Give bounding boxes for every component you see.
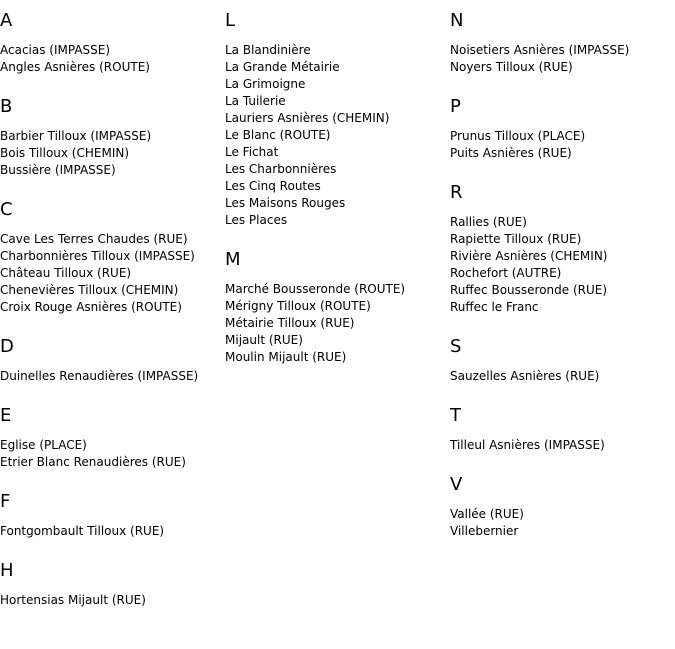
street-list: [0, 368, 225, 385]
letter-section-n: [450, 10, 675, 76]
street-item[interactable]: Les Places: [225, 213, 288, 227]
street-item[interactable]: Mérigny Tilloux (ROUTE): [225, 299, 371, 313]
street-list: [0, 523, 225, 540]
street-list: [450, 437, 675, 454]
letter-section-h: [0, 560, 225, 609]
street-item[interactable]: Rivière Asnières (CHEMIN): [450, 249, 608, 263]
street-item[interactable]: Rochefort (AUTRE): [450, 266, 562, 280]
street-column-3: [450, 10, 675, 540]
street-item[interactable]: Hortensias Mijault (RUE): [0, 593, 146, 607]
letter-section-f: [0, 491, 225, 540]
street-list: [450, 42, 675, 76]
street-item[interactable]: Charbonnières Tilloux (IMPASSE): [0, 249, 195, 263]
street-item[interactable]: Fontgombault Tilloux (RUE): [0, 524, 165, 538]
street-item[interactable]: Puits Asnières (RUE): [450, 146, 572, 160]
street-item[interactable]: Noyers Tilloux (RUE): [450, 60, 573, 74]
street-item[interactable]: Duinelles Renaudières (IMPASSE): [0, 369, 199, 383]
letter-section-e: [0, 405, 225, 471]
street-item[interactable]: Barbier Tilloux (IMPASSE): [0, 129, 152, 143]
street-item[interactable]: Etrier Blanc Renaudières (RUE): [0, 455, 186, 469]
letter-section-a: [0, 10, 225, 76]
letter-heading: R: [450, 182, 463, 203]
letter-section-v: [450, 474, 675, 540]
street-item[interactable]: La Grande Métairie: [225, 60, 340, 74]
street-item[interactable]: Chenevières Tilloux (CHEMIN): [0, 283, 179, 297]
letter-section-c: [0, 199, 225, 316]
street-list: [0, 437, 225, 471]
street-list: [0, 592, 225, 609]
street-item[interactable]: Vallée (RUE): [450, 507, 524, 521]
street-item[interactable]: Rapiette Tilloux (RUE): [450, 232, 582, 246]
street-column-1: [0, 10, 225, 609]
street-item[interactable]: Ruffec Bousseronde (RUE): [450, 283, 608, 297]
street-list: [0, 42, 225, 76]
letter-heading: C: [0, 199, 13, 220]
street-item[interactable]: La Tuilerie: [225, 94, 286, 108]
street-item[interactable]: Rallies (RUE): [450, 215, 527, 229]
street-item[interactable]: Cave Les Terres Chaudes (RUE): [0, 232, 188, 246]
street-list: [0, 128, 225, 179]
letter-section-d: [0, 336, 225, 385]
street-column-2: [225, 10, 450, 366]
street-item[interactable]: Le Fichat: [225, 145, 279, 159]
letter-heading: F: [0, 491, 11, 512]
letter-heading: H: [0, 560, 14, 581]
letter-heading: B: [0, 96, 13, 117]
letter-heading: V: [450, 474, 463, 495]
letter-heading: N: [450, 10, 464, 31]
street-item[interactable]: Noisetiers Asnières (IMPASSE): [450, 43, 630, 57]
letter-heading: S: [450, 336, 462, 357]
street-list: [225, 42, 450, 229]
letter-heading: M: [225, 249, 241, 270]
street-list: [450, 214, 675, 316]
letter-section-l: [225, 10, 450, 229]
street-item[interactable]: La Grimoigne: [225, 77, 306, 91]
street-item[interactable]: Les Maisons Rouges: [225, 196, 346, 210]
street-item[interactable]: Bussière (IMPASSE): [0, 163, 116, 177]
street-list: [0, 231, 225, 316]
street-list: [450, 506, 675, 540]
street-list: [225, 281, 450, 366]
street-item[interactable]: Angles Asnières (ROUTE): [0, 60, 150, 74]
street-item[interactable]: Croix Rouge Asnières (ROUTE): [0, 300, 182, 314]
letter-section-m: [225, 249, 450, 366]
letter-heading: T: [450, 405, 461, 426]
street-item[interactable]: Tilleul Asnières (IMPASSE): [450, 438, 605, 452]
letter-heading: L: [225, 10, 236, 31]
letter-section-r: [450, 182, 675, 316]
street-item[interactable]: Eglise (PLACE): [0, 438, 87, 452]
street-item[interactable]: La Blandinière: [225, 43, 311, 57]
street-list: [450, 128, 675, 162]
street-item[interactable]: Acacias (IMPASSE): [0, 43, 111, 57]
letter-section-t: [450, 405, 675, 454]
street-item[interactable]: Les Cinq Routes: [225, 179, 321, 193]
letter-heading: E: [0, 405, 12, 426]
letter-heading: A: [0, 10, 13, 31]
street-item[interactable]: Mijault (RUE): [225, 333, 303, 347]
street-item[interactable]: Prunus Tilloux (PLACE): [450, 129, 586, 143]
street-item[interactable]: Ruffec le Franc: [450, 300, 539, 314]
letter-heading: P: [450, 96, 461, 117]
letter-section-b: [0, 96, 225, 179]
street-item[interactable]: Le Blanc (ROUTE): [225, 128, 331, 142]
letter-section-s: [450, 336, 675, 385]
street-item[interactable]: Bois Tilloux (CHEMIN): [0, 146, 130, 160]
street-item[interactable]: Château Tilloux (RUE): [0, 266, 132, 280]
street-item[interactable]: Villebernier: [450, 524, 519, 538]
street-item[interactable]: Métairie Tilloux (RUE): [225, 316, 355, 330]
street-item[interactable]: Lauriers Asnières (CHEMIN): [225, 111, 390, 125]
letter-section-p: [450, 96, 675, 162]
street-item[interactable]: Sauzelles Asnières (RUE): [450, 369, 600, 383]
letter-heading: D: [0, 336, 14, 357]
street-item[interactable]: Moulin Mijault (RUE): [225, 350, 347, 364]
street-item[interactable]: Marché Bousseronde (ROUTE): [225, 282, 406, 296]
street-list: [450, 368, 675, 385]
street-item[interactable]: Les Charbonnières: [225, 162, 337, 176]
